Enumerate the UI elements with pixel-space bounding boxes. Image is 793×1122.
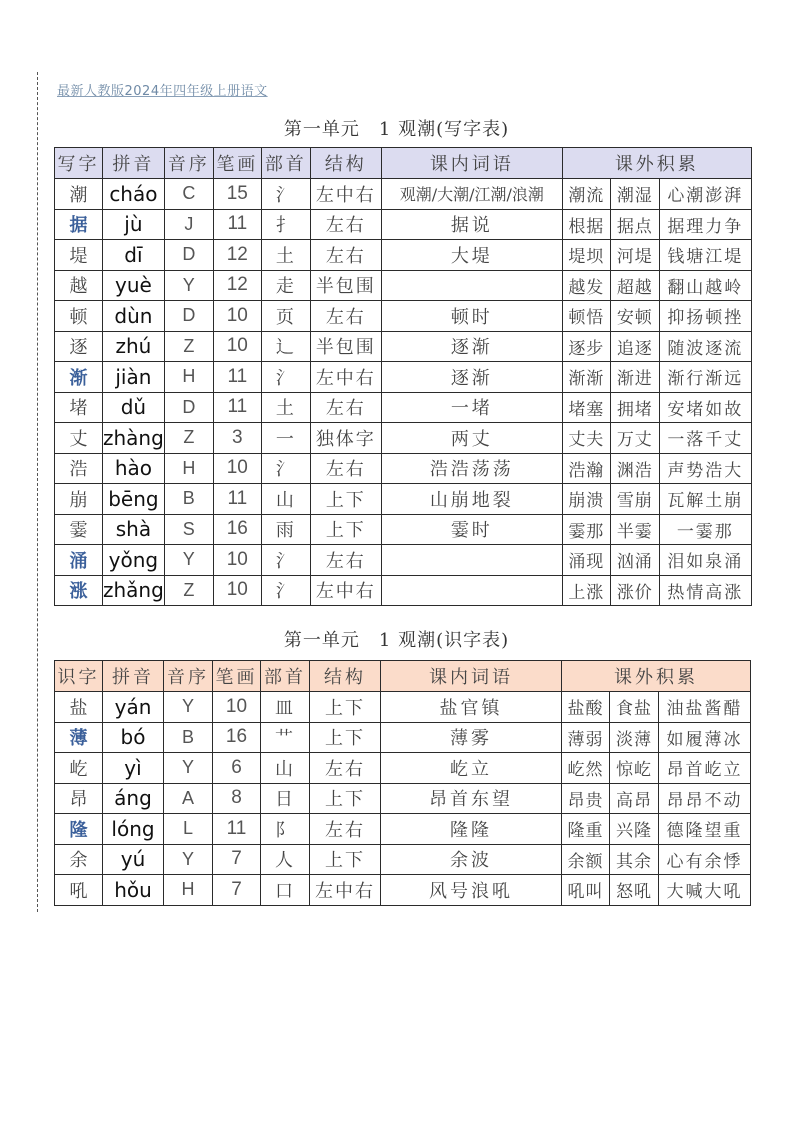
col-header-pinyin: 拼音 xyxy=(103,148,165,179)
structure-cell: 半包围 xyxy=(310,331,381,362)
extension-idiom-cell: 油盐酱醋 xyxy=(659,692,751,723)
structure-cell: 上下 xyxy=(310,722,381,753)
stroke-count-cell: 10 xyxy=(213,453,261,484)
extension-word-1-cell: 盐酸 xyxy=(562,692,610,723)
lesson-words-cell: 浩浩荡荡 xyxy=(381,453,562,484)
radical-cell: 人 xyxy=(261,844,310,875)
document-subtitle: 最新人教版2024年四年级上册语文 xyxy=(57,84,268,99)
stroke-count-cell: 7 xyxy=(213,844,261,875)
initial-letter-cell: Z xyxy=(164,331,213,362)
extension-word-2-cell: 追逐 xyxy=(610,331,659,362)
initial-letter-cell: D xyxy=(164,301,213,332)
structure-cell: 左中右 xyxy=(310,179,381,210)
character-cell: 顿 xyxy=(55,301,103,332)
col-header-radical: 部首 xyxy=(261,148,310,179)
character-cell: 屹 xyxy=(55,753,103,784)
extension-idiom-cell: 渐行渐远 xyxy=(659,362,751,393)
pinyin-cell: jiàn xyxy=(103,362,165,393)
pinyin-cell: shà xyxy=(103,514,165,545)
initial-letter-cell: S xyxy=(164,514,213,545)
extension-word-2-cell: 雪崩 xyxy=(610,484,659,515)
structure-cell: 独体字 xyxy=(310,423,381,454)
initial-letter-cell: H xyxy=(164,453,213,484)
initial-letter-cell: A xyxy=(164,783,213,814)
table-header-row xyxy=(55,148,752,179)
extension-word-1-cell: 薄弱 xyxy=(562,722,610,753)
extension-idiom-cell: 昂昂不动 xyxy=(659,783,751,814)
stroke-count-cell: 10 xyxy=(213,545,261,576)
col-header-words: 课内词语 xyxy=(381,148,562,179)
col-header-structure: 结构 xyxy=(310,148,381,179)
table-row xyxy=(55,179,752,210)
pinyin-cell: hào xyxy=(103,453,165,484)
radical-cell: 一 xyxy=(261,423,310,454)
radical-cell: 雨 xyxy=(261,514,310,545)
col-header-words: 课内词语 xyxy=(381,661,562,692)
table-row xyxy=(55,209,752,240)
extension-word-2-cell: 怒吼 xyxy=(610,875,659,906)
col-header-radical: 部首 xyxy=(261,661,310,692)
radical-cell: 山 xyxy=(261,484,310,515)
initial-letter-cell: D xyxy=(164,392,213,423)
lesson-words-cell: 余波 xyxy=(381,844,562,875)
extension-word-1-cell: 浩瀚 xyxy=(562,453,610,484)
initial-letter-cell: B xyxy=(164,484,213,515)
table-row xyxy=(55,814,751,845)
initial-letter-cell: C xyxy=(164,179,213,210)
col-header-char: 写字 xyxy=(55,148,103,179)
table-row xyxy=(55,753,751,784)
pinyin-cell: yán xyxy=(103,692,164,723)
structure-cell: 上下 xyxy=(310,484,381,515)
character-cell: 堵 xyxy=(55,392,103,423)
table-row xyxy=(55,331,752,362)
radical-cell: 艹 xyxy=(261,722,310,753)
col-header-letter: 音序 xyxy=(164,148,213,179)
lesson-words-cell: 风号浪吼 xyxy=(381,875,562,906)
table-row xyxy=(55,270,752,301)
character-cell: 丈 xyxy=(55,423,103,454)
radical-cell: 土 xyxy=(261,392,310,423)
extension-word-2-cell: 其余 xyxy=(610,844,659,875)
character-cell: 薄 xyxy=(55,722,103,753)
stroke-count-cell: 10 xyxy=(213,331,261,362)
extension-idiom-cell: 随波逐流 xyxy=(659,331,751,362)
character-cell: 吼 xyxy=(55,875,103,906)
table-row xyxy=(55,783,751,814)
pinyin-cell: zhǎng xyxy=(103,575,165,606)
structure-cell: 上下 xyxy=(310,783,381,814)
character-cell: 昂 xyxy=(55,783,103,814)
extension-word-2-cell: 据点 xyxy=(610,209,659,240)
extension-idiom-cell: 一落千丈 xyxy=(659,423,751,454)
character-cell: 涨 xyxy=(55,575,103,606)
initial-letter-cell: Y xyxy=(164,753,213,784)
pinyin-cell: dùn xyxy=(103,301,165,332)
col-header-structure: 结构 xyxy=(310,661,381,692)
table-header-row xyxy=(55,661,751,692)
initial-letter-cell: H xyxy=(164,875,213,906)
extension-word-2-cell: 淡薄 xyxy=(610,722,659,753)
stroke-count-cell: 12 xyxy=(213,270,261,301)
extension-idiom-cell: 心有余悸 xyxy=(659,844,751,875)
extension-idiom-cell: 泪如泉涌 xyxy=(659,545,751,576)
radical-cell: 皿 xyxy=(261,692,310,723)
extension-word-1-cell: 隆重 xyxy=(562,814,610,845)
lesson-words-cell: 山崩地裂 xyxy=(381,484,562,515)
table-row xyxy=(55,575,752,606)
extension-word-1-cell: 堤坝 xyxy=(562,240,610,271)
extension-word-2-cell: 惊屹 xyxy=(610,753,659,784)
read-table-title: 第一单元 1 观潮(识字表) xyxy=(283,630,510,651)
initial-letter-cell: B xyxy=(164,722,213,753)
structure-cell: 上下 xyxy=(310,844,381,875)
write-table-title: 第一单元 1 观潮(写字表) xyxy=(283,119,510,140)
stroke-count-cell: 11 xyxy=(213,814,261,845)
pinyin-cell: dǔ xyxy=(103,392,165,423)
lesson-words-cell: 两丈 xyxy=(381,423,562,454)
lesson-words-cell: 屹立 xyxy=(381,753,562,784)
radical-cell: 走 xyxy=(261,270,310,301)
extension-word-2-cell: 兴隆 xyxy=(610,814,659,845)
table-row xyxy=(55,875,751,906)
character-cell: 崩 xyxy=(55,484,103,515)
radical-cell: 氵 xyxy=(261,453,310,484)
character-cell: 隆 xyxy=(55,814,103,845)
extension-idiom-cell: 心潮澎湃 xyxy=(659,179,751,210)
structure-cell: 左右 xyxy=(310,240,381,271)
character-cell: 潮 xyxy=(55,179,103,210)
stroke-count-cell: 7 xyxy=(213,875,261,906)
radical-cell: 页 xyxy=(261,301,310,332)
radical-cell: 氵 xyxy=(261,179,310,210)
structure-cell: 左右 xyxy=(310,453,381,484)
lesson-words-cell: 薄雾 xyxy=(381,722,562,753)
character-cell: 余 xyxy=(55,844,103,875)
extension-word-2-cell: 汹涌 xyxy=(610,545,659,576)
extension-idiom-cell: 一霎那 xyxy=(659,514,751,545)
table-row xyxy=(55,423,752,454)
lesson-words-cell: 逐渐 xyxy=(381,331,562,362)
extension-idiom-cell: 大喊大吼 xyxy=(659,875,751,906)
character-cell: 据 xyxy=(55,209,103,240)
pinyin-cell: lóng xyxy=(103,814,164,845)
radical-cell: 扌 xyxy=(261,209,310,240)
character-cell: 涌 xyxy=(55,545,103,576)
extension-word-2-cell: 超越 xyxy=(610,270,659,301)
character-cell: 盐 xyxy=(55,692,103,723)
pinyin-cell: dī xyxy=(103,240,165,271)
table-row xyxy=(55,240,752,271)
stroke-count-cell: 3 xyxy=(213,423,261,454)
extension-word-1-cell: 丈夫 xyxy=(562,423,610,454)
stroke-count-cell: 12 xyxy=(213,240,261,271)
structure-cell: 左中右 xyxy=(310,875,381,906)
radical-cell: 辶 xyxy=(261,331,310,362)
extension-word-1-cell: 霎那 xyxy=(562,514,610,545)
extension-word-2-cell: 食盐 xyxy=(610,692,659,723)
character-cell: 浩 xyxy=(55,453,103,484)
table-row xyxy=(55,692,751,723)
stroke-count-cell: 16 xyxy=(213,722,261,753)
pinyin-cell: áng xyxy=(103,783,164,814)
table-row xyxy=(55,362,752,393)
stroke-count-cell: 8 xyxy=(213,783,261,814)
stroke-count-cell: 11 xyxy=(213,209,261,240)
table-row xyxy=(55,484,752,515)
extension-idiom-cell: 德隆望重 xyxy=(659,814,751,845)
pinyin-cell: bó xyxy=(103,722,164,753)
pinyin-cell: yú xyxy=(103,844,164,875)
pinyin-cell: yuè xyxy=(103,270,165,301)
table-row xyxy=(55,545,752,576)
initial-letter-cell: J xyxy=(164,209,213,240)
extension-word-1-cell: 余额 xyxy=(562,844,610,875)
initial-letter-cell: Y xyxy=(164,844,213,875)
radical-cell: 土 xyxy=(261,240,310,271)
stroke-count-cell: 10 xyxy=(213,301,261,332)
col-header-extension: 课外积累 xyxy=(562,148,751,179)
extension-word-2-cell: 渊浩 xyxy=(610,453,659,484)
extension-word-1-cell: 逐步 xyxy=(562,331,610,362)
initial-letter-cell: Y xyxy=(164,692,213,723)
structure-cell: 左右 xyxy=(310,392,381,423)
extension-idiom-cell: 抑扬顿挫 xyxy=(659,301,751,332)
radical-cell: 日 xyxy=(261,783,310,814)
col-header-char: 识字 xyxy=(55,661,103,692)
extension-idiom-cell: 据理力争 xyxy=(659,209,751,240)
radical-cell: 山 xyxy=(261,753,310,784)
initial-letter-cell: Y xyxy=(164,545,213,576)
lesson-words-cell: 霎时 xyxy=(381,514,562,545)
extension-word-1-cell: 上涨 xyxy=(562,575,610,606)
table-row xyxy=(55,301,752,332)
col-header-pinyin: 拼音 xyxy=(103,661,164,692)
radical-cell: 氵 xyxy=(261,362,310,393)
read-character-table xyxy=(54,660,751,906)
stroke-count-cell: 11 xyxy=(213,392,261,423)
character-cell: 堤 xyxy=(55,240,103,271)
col-header-strokes: 笔画 xyxy=(213,661,261,692)
lesson-words-cell xyxy=(381,545,562,576)
col-header-extension: 课外积累 xyxy=(562,661,751,692)
table-row xyxy=(55,392,752,423)
extension-idiom-cell: 昂首屹立 xyxy=(659,753,751,784)
lesson-words-cell xyxy=(381,575,562,606)
pinyin-cell: yì xyxy=(103,753,164,784)
extension-word-2-cell: 安顿 xyxy=(610,301,659,332)
pinyin-cell: zhàng xyxy=(103,423,165,454)
character-cell: 霎 xyxy=(55,514,103,545)
extension-idiom-cell: 瓦解土崩 xyxy=(659,484,751,515)
table-row xyxy=(55,514,752,545)
extension-word-1-cell: 堵塞 xyxy=(562,392,610,423)
lesson-words-cell: 大堤 xyxy=(381,240,562,271)
structure-cell: 左右 xyxy=(310,301,381,332)
pinyin-cell: hǒu xyxy=(103,875,164,906)
extension-word-2-cell: 潮湿 xyxy=(610,179,659,210)
extension-idiom-cell: 热情高涨 xyxy=(659,575,751,606)
extension-idiom-cell: 安堵如故 xyxy=(659,392,751,423)
extension-word-2-cell: 拥堵 xyxy=(610,392,659,423)
stroke-count-cell: 10 xyxy=(213,692,261,723)
table-row xyxy=(55,722,751,753)
stroke-count-cell: 11 xyxy=(213,362,261,393)
lesson-words-cell: 逐渐 xyxy=(381,362,562,393)
structure-cell: 左中右 xyxy=(310,575,381,606)
extension-word-1-cell: 吼叫 xyxy=(562,875,610,906)
lesson-words-cell: 据说 xyxy=(381,209,562,240)
extension-word-1-cell: 潮流 xyxy=(562,179,610,210)
radical-cell: 氵 xyxy=(261,575,310,606)
extension-idiom-cell: 声势浩大 xyxy=(659,453,751,484)
structure-cell: 上下 xyxy=(310,692,381,723)
margin-dashed-line xyxy=(37,72,38,912)
character-cell: 逐 xyxy=(55,331,103,362)
radical-cell: 阝 xyxy=(261,814,310,845)
extension-idiom-cell: 翻山越岭 xyxy=(659,270,751,301)
col-header-letter: 音序 xyxy=(164,661,213,692)
extension-word-1-cell: 崩溃 xyxy=(562,484,610,515)
lesson-words-cell: 观潮/大潮/江潮/浪潮 xyxy=(381,179,562,210)
pinyin-cell: zhú xyxy=(103,331,165,362)
extension-word-1-cell: 顿悟 xyxy=(562,301,610,332)
extension-word-1-cell: 根据 xyxy=(562,209,610,240)
initial-letter-cell: D xyxy=(164,240,213,271)
structure-cell: 半包围 xyxy=(310,270,381,301)
pinyin-cell: jù xyxy=(103,209,165,240)
extension-idiom-cell: 如履薄冰 xyxy=(659,722,751,753)
lesson-words-cell xyxy=(381,270,562,301)
initial-letter-cell: Z xyxy=(164,575,213,606)
extension-word-1-cell: 涌现 xyxy=(562,545,610,576)
extension-word-1-cell: 昂贵 xyxy=(562,783,610,814)
stroke-count-cell: 11 xyxy=(213,484,261,515)
structure-cell: 左中右 xyxy=(310,362,381,393)
stroke-count-cell: 10 xyxy=(213,575,261,606)
lesson-words-cell: 隆隆 xyxy=(381,814,562,845)
pinyin-cell: yǒng xyxy=(103,545,165,576)
extension-word-1-cell: 越发 xyxy=(562,270,610,301)
extension-word-2-cell: 高昂 xyxy=(610,783,659,814)
table-row xyxy=(55,844,751,875)
lesson-words-cell: 顿时 xyxy=(381,301,562,332)
stroke-count-cell: 16 xyxy=(213,514,261,545)
write-character-table xyxy=(54,147,752,606)
table-row xyxy=(55,453,752,484)
pinyin-cell: bēng xyxy=(103,484,165,515)
extension-word-1-cell: 渐渐 xyxy=(562,362,610,393)
structure-cell: 左右 xyxy=(310,814,381,845)
lesson-words-cell: 盐官镇 xyxy=(381,692,562,723)
extension-word-2-cell: 河堤 xyxy=(610,240,659,271)
initial-letter-cell: H xyxy=(164,362,213,393)
stroke-count-cell: 6 xyxy=(213,753,261,784)
initial-letter-cell: Z xyxy=(164,423,213,454)
initial-letter-cell: L xyxy=(164,814,213,845)
extension-word-2-cell: 万丈 xyxy=(610,423,659,454)
lesson-words-cell: 一堵 xyxy=(381,392,562,423)
character-cell: 渐 xyxy=(55,362,103,393)
radical-cell: 口 xyxy=(261,875,310,906)
stroke-count-cell: 15 xyxy=(213,179,261,210)
extension-word-2-cell: 半霎 xyxy=(610,514,659,545)
extension-word-1-cell: 屹然 xyxy=(562,753,610,784)
radical-cell: 氵 xyxy=(261,545,310,576)
structure-cell: 左右 xyxy=(310,209,381,240)
structure-cell: 左右 xyxy=(310,545,381,576)
character-cell: 越 xyxy=(55,270,103,301)
structure-cell: 上下 xyxy=(310,514,381,545)
extension-word-2-cell: 涨价 xyxy=(610,575,659,606)
extension-idiom-cell: 钱塘江堤 xyxy=(659,240,751,271)
lesson-words-cell: 昂首东望 xyxy=(381,783,562,814)
pinyin-cell: cháo xyxy=(103,179,165,210)
col-header-strokes: 笔画 xyxy=(213,148,261,179)
initial-letter-cell: Y xyxy=(164,270,213,301)
structure-cell: 左右 xyxy=(310,753,381,784)
extension-word-2-cell: 渐进 xyxy=(610,362,659,393)
